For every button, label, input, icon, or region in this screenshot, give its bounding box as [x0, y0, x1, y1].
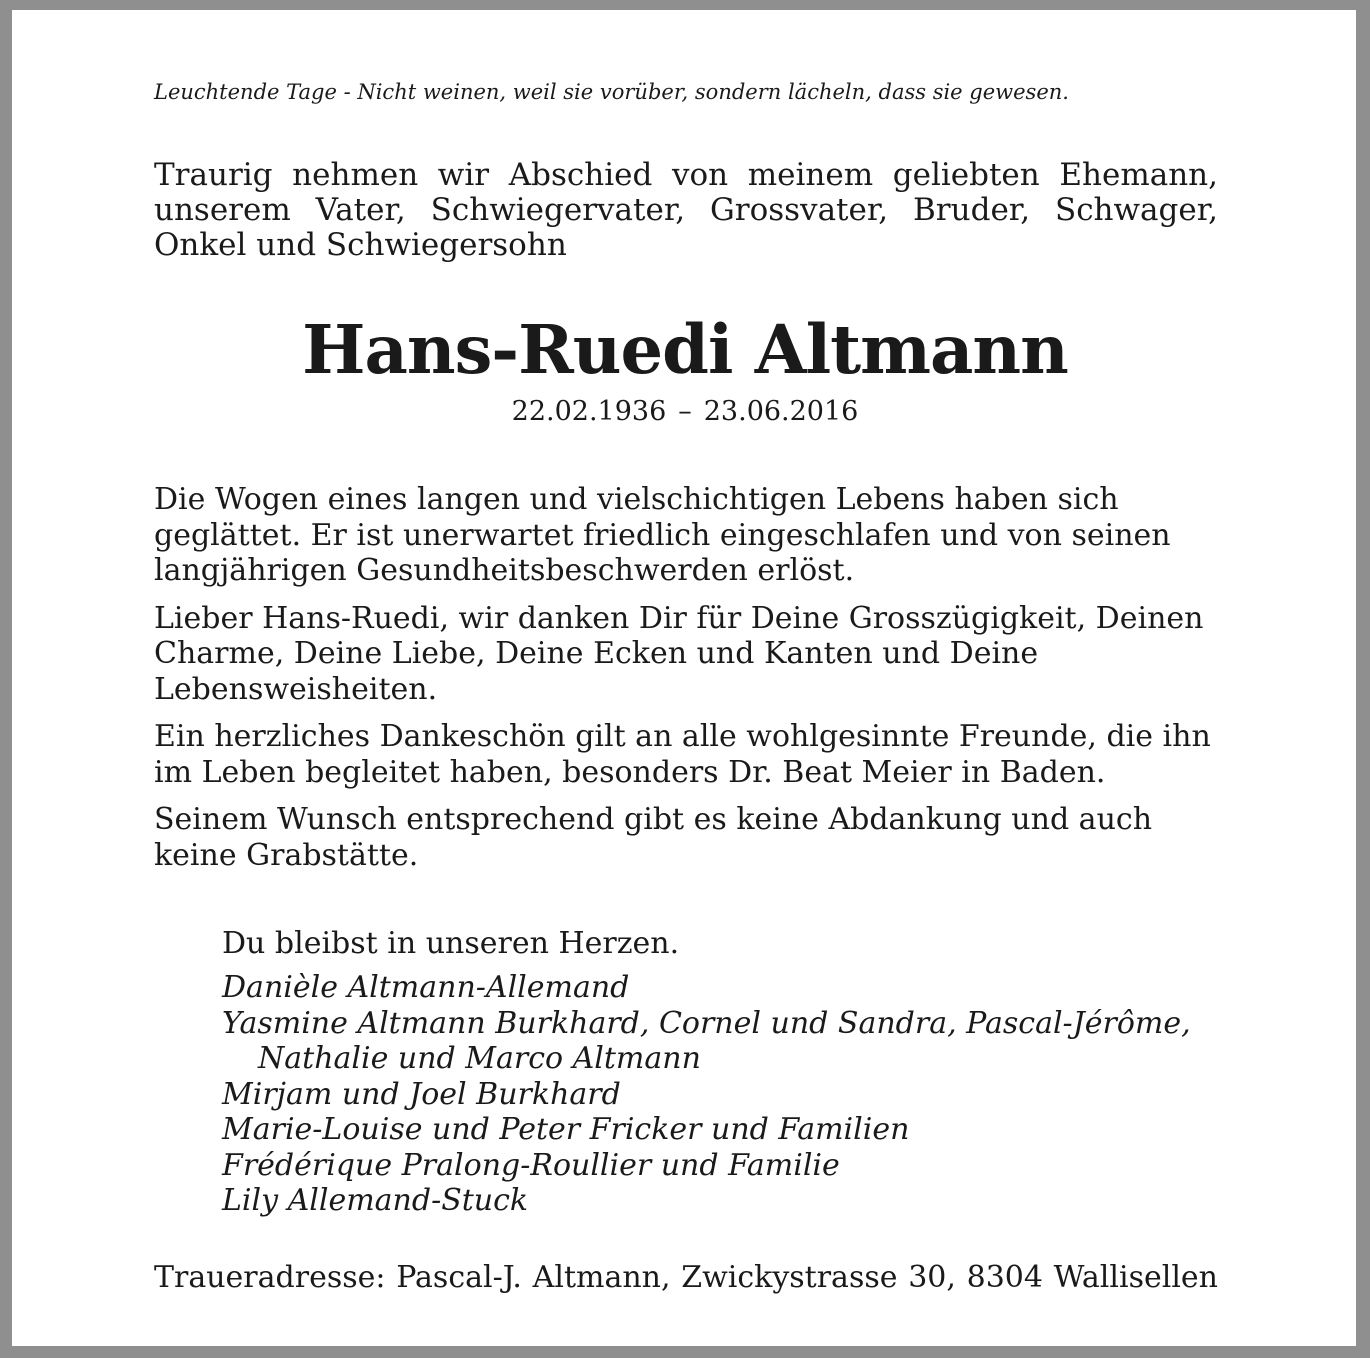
- signer: Yasmine Altmann Burkhard, Cornel und Sandra, Pascal-Jérôme,: [222, 1005, 1191, 1041]
- signer-continuation: Nathalie und Marco Altmann: [258, 1041, 701, 1076]
- birth-date: 22.02.1936: [511, 396, 667, 427]
- deceased-name: Hans-Ruedi Altmann: [302, 310, 1068, 389]
- signer: Danièle Altmann-Allemand: [222, 970, 630, 1005]
- obituary-notice: [12, 10, 1356, 1346]
- signer: Mirjam und Joel Burkhard: [222, 1076, 621, 1112]
- signer: Marie-Louise und Peter Fricker und Familien: [222, 1112, 910, 1147]
- obituary-body: [154, 482, 1218, 885]
- intro-text: Traurig nehmen wir Abschied von meinem geliebten Ehemann, unserem Vater, Schwiegervater, Grossvater, Bruder, Schwager, Onkel und Schwiegersohn: [154, 157, 1218, 263]
- paragraph: Lieber Hans-Ruedi, wir danken Dir für Deine Grosszügigkeit, Deinen Charme, Deine Liebe, Deine Ecken und Kanten und Deine Lebensweisheiten.: [154, 600, 1204, 707]
- paragraph: Seinem Wunsch entsprechend gibt es keine Abdankung und auch keine Grabstätte.: [154, 802, 1153, 873]
- date-separator: –: [678, 396, 692, 427]
- signers-list: [222, 970, 1222, 1219]
- death-date: 23.06.2016: [703, 396, 859, 427]
- motto: Leuchtende Tage - Nicht weinen, weil sie vorüber, sondern lächeln, dass sie gewesen.: [154, 80, 1069, 104]
- signer: Lily Allemand-Stuck: [222, 1183, 529, 1218]
- paragraph: Ein herzliches Dankeschön gilt an alle wohlgesinnte Freunde, die ihn im Leben begleitet haben, besonders Dr. Beat Meier in Baden.: [154, 719, 1211, 790]
- signer: Frédérique Pralong-Roullier und Familie: [222, 1147, 840, 1183]
- paragraph: Die Wogen eines langen und vielschichtigen Lebens haben sich geglättet. Er ist unerwartet friedlich eingeschlafen und von seinen langjährigen Gesundheitsbeschwerden erlöst.: [154, 482, 1171, 588]
- mourning-address: Traueradresse: Pascal-J. Altmann, Zwickystrasse 30, 8304 Wallisellen: [154, 1260, 1218, 1295]
- closing-line: Du bleibst in unseren Herzen.: [222, 926, 680, 961]
- life-dates: [12, 396, 1358, 427]
